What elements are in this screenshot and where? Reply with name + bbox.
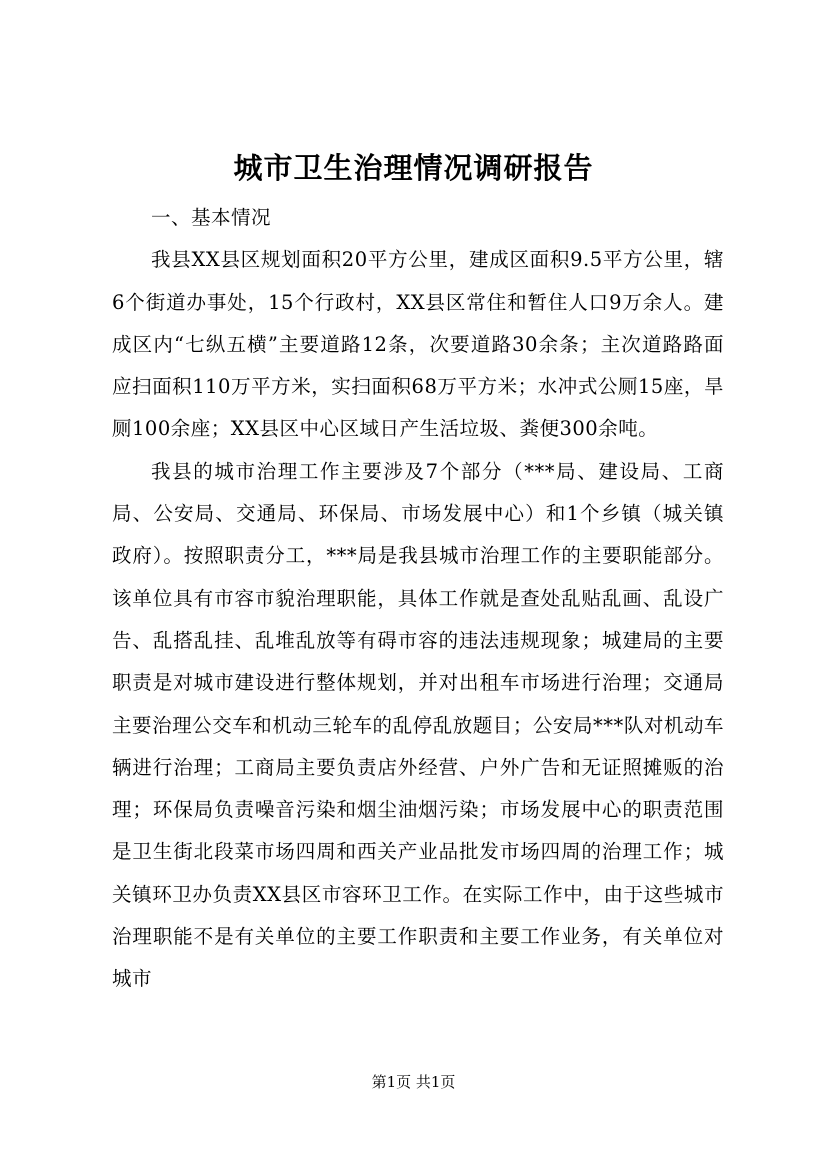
paragraph-basic-info: 我县XX县区规划面积20平方公里，建成区面积9.5平方公里，辖6个街道办事处，15个行政村，XX县区常住和暂住人口9万余人。建成区内“七纵五横”主要道路12条，次要道路30余条；主次道路路面应扫面积110万平方米，实扫面积68万平方米；水冲式公厕15座，旱厕100余座；XX县区中心区域日产生活垃圾、粪便300余吨。 <box>112 248 724 441</box>
document-title: 城市卫生治理情况调研报告 <box>233 151 594 185</box>
paragraph-management-duties: 我县的城市治理工作主要涉及7个部分（***局、建设局、工商局、公安局、交通局、环保局、市场发展中心）和1个乡镇（城关镇政府）。按照职责分工，***局是我县城市治理工作的主要职能部分。该单位具有市容市貌治理职能，具体工作就是查处乱贴乱画、乱设广告、乱搭乱挂、乱堆乱放等有碍市容的违法违规现象；城建局的主要职责是对城市建设进行整体规划，并对出租车市场进行治理；交通局主要治理公交车和机动三轮车的乱停乱放题目；公安局***队对机动车辆进行治理；工商局主要负责店外经营、户外广告和无证照摊贩的治理；环保局负责噪音污染和烟尘油烟污染；市场发展中心的职责范围是卫生街北段菜市场四周和西关产业品批发市场四周的治理工作；城关镇环卫办负责XX县区市容环卫工作。在实际工作中，由于这些城市治理职能不是有关单位的主要工作职责和主要工作业务，有关单位对城市 <box>112 459 724 991</box>
document-body <box>112 197 724 1001</box>
section-heading: 一、基本情况 <box>151 206 272 229</box>
page-footer: 第1页 共1页 <box>371 1073 456 1091</box>
